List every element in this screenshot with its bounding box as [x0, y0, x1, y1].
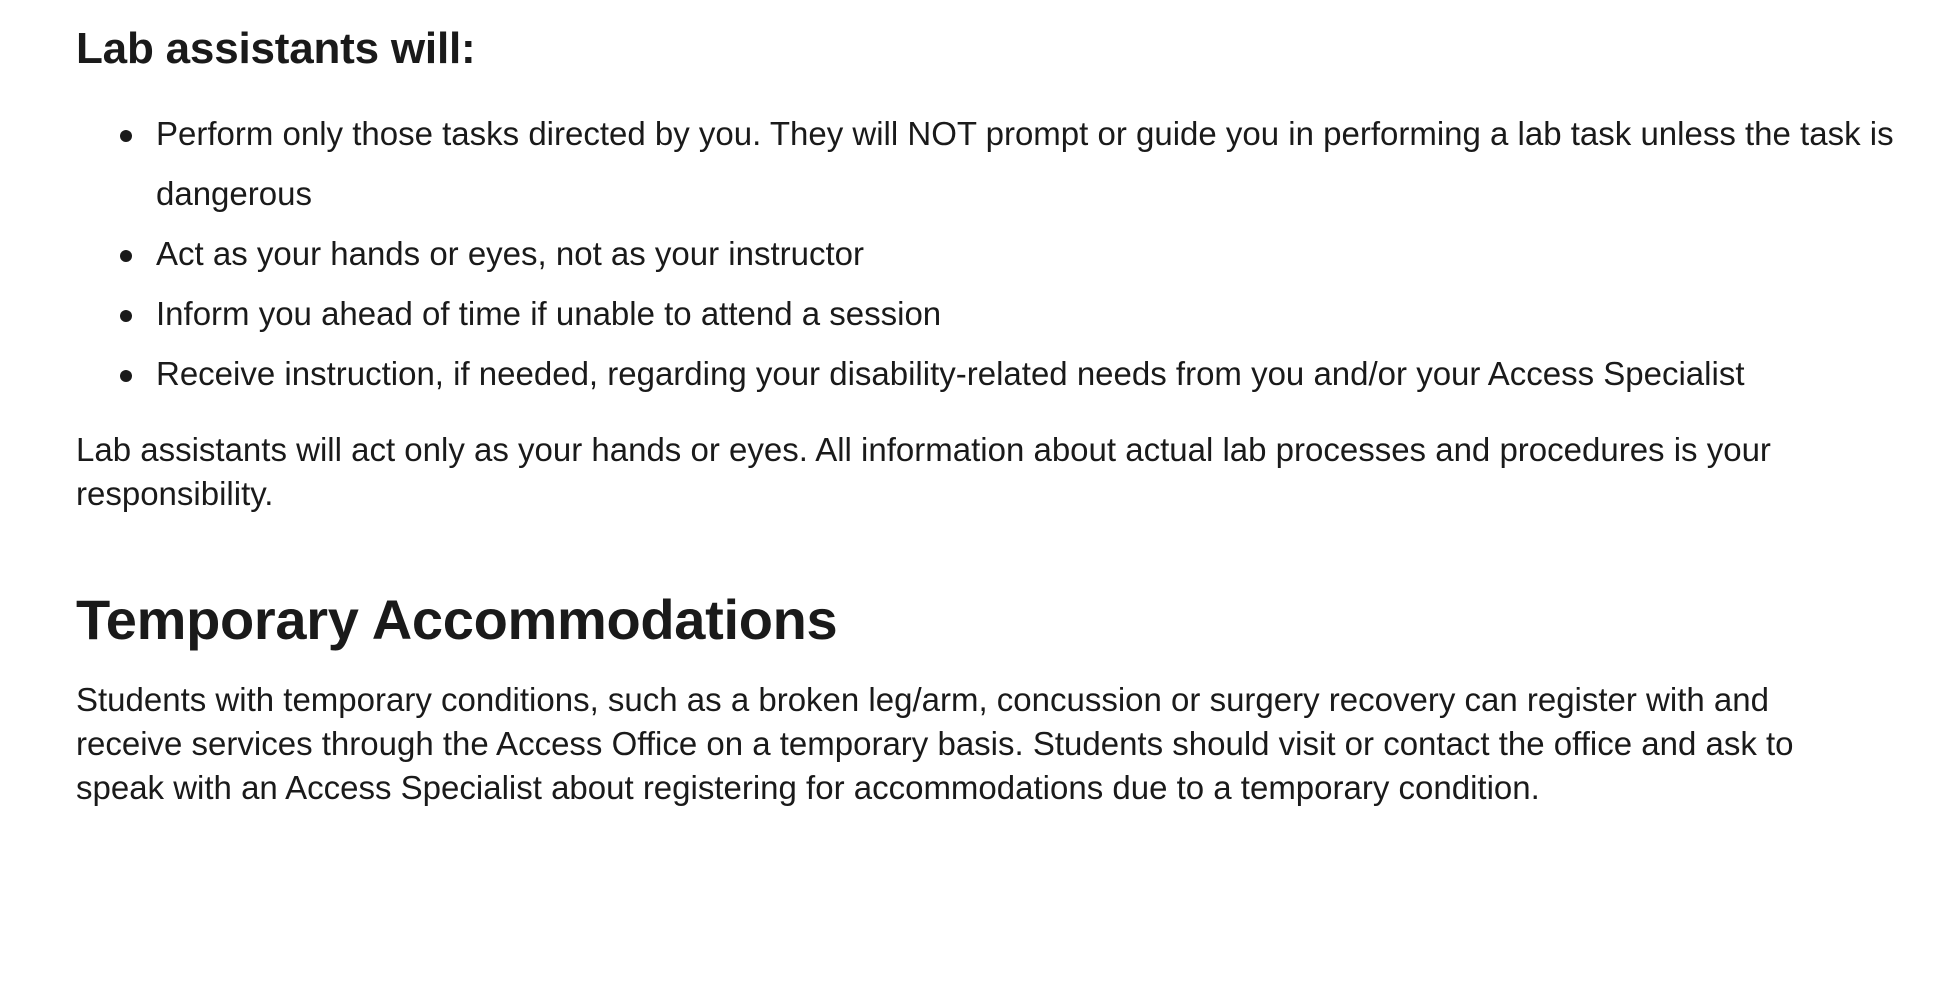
list-item-text: Perform only those tasks directed by you. They will NOT prompt or guide you in performing a lab task unless the task is dangerous: [156, 115, 1894, 212]
temporary-accommodations-heading: Temporary Accommodations: [76, 588, 838, 651]
list-item: [156, 224, 1896, 284]
lab-assistants-list: [76, 104, 1894, 404]
list-item: [156, 344, 1896, 404]
list-item-text: Receive instruction, if needed, regarding your disability-related needs from you and/or your Access Specialist: [156, 355, 1745, 392]
list-item-text: Act as your hands or eyes, not as your instructor: [156, 235, 865, 272]
lab-assistants-heading: Lab assistants will:: [76, 24, 476, 73]
bullet-icon: [120, 250, 132, 262]
list-item-text: Inform you ahead of time if unable to attend a session: [156, 295, 942, 332]
lab-assistants-note: Lab assistants will act only as your hands or eyes. All information about actual lab processes and procedures is your responsibility.: [76, 431, 1771, 512]
page-content: [76, 0, 1894, 810]
list-item: [156, 284, 1896, 344]
bullet-icon: [120, 370, 132, 382]
list-item: [156, 104, 1896, 224]
bullet-icon: [120, 310, 132, 322]
temporary-accommodations-body: Students with temporary conditions, such as a broken leg/arm, concussion or surgery recovery can register with and receive services through the Access Office on a temporary basis. Students should visit or contact the office and ask to speak with an Access Specialist about registering for accommodations due to a temporary condition.: [76, 681, 1794, 806]
bullet-icon: [120, 130, 132, 142]
